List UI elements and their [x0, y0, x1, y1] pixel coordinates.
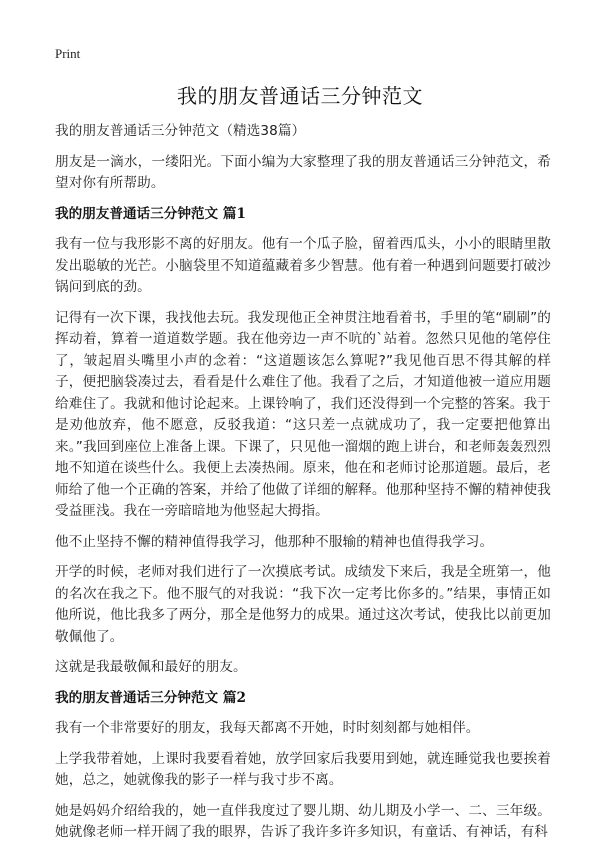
paragraph: 记得有一次下课，我找他去玩。我发现他正全神贯注地看着书，手里的笔“刷刷”的挥动着，算着一道道数学题。我在他旁边一声不吭的`站着。忽然只见他的笔停住了，皱起眉头嘴里小声的念着：“这道题该怎么算呢?”我见他百思不得其解的样子，便把脑袋凑过去，看看是什么难住了他。我看了之后，才知道他被一道应用题给难住了。我就和他讨论起来。上课铃响了，我们还没得到一个完整的答案。我于是劝他放弃，他不愿意，反驳我道：“这只差一点就成功了，我一定要把他算出来。”我回到座位上准备上课。下课了，只见他一溜烟的跑上讲台，和老师轰轰烈烈地不知道在谈些什么。我便上去凑热闹。原来，他在和老师讨论那道题。最后，老师给了他一个正确的答案，并给了他做了详细的解释。他那种坚持不懈的精神使我受益匪浅。我在一旁暗暗地为他竖起大拇指。 [55, 309, 551, 519]
paragraph: 他不止坚持不懈的精神值得我学习，他那种不服输的精神也值得我学习。 [55, 533, 494, 550]
print-label: Print [55, 46, 81, 61]
section-2 [55, 688, 551, 844]
document-subtitle: 我的朋友普通话三分钟范文（精选38篇） [55, 123, 306, 139]
page-title: 我的朋友普通话三分钟范文 [177, 84, 423, 108]
paragraph: 上学我带着她，上课时我要看着她，放学回家后我要用到她，就连睡觉我也要挨着她，总之，她就像我的影子一样与我寸步不离。 [55, 750, 551, 788]
section-heading: 我的朋友普通话三分钟范文 篇1 [55, 205, 246, 222]
paragraph: 我有一个非常要好的朋友，我每天都离不开她，时时刻刻都与她相伴。 [55, 720, 480, 736]
paragraph: 她是妈妈介绍给我的，她一直伴我度过了婴儿期、幼儿期及小学一、二、三年级。她就像老师一样开阔了我的眼界，告诉了我许多许多知识，有童话、有神话，有科 [55, 802, 551, 840]
document-body [55, 121, 551, 853]
section-heading: 我的朋友普通话三分钟范文 篇2 [55, 689, 246, 706]
paragraph: 开学的时候，老师对我们进行了一次摸底考试。成绩发下来后，我是全班第一，他的名次在我之下。他不服气的对我说：“我下次一定考比你多的。”结果，事情正如他所说，他比我多了两分，那全是他努力的成果。通过这次考试，使我比以前更加敬佩他了。 [55, 564, 551, 645]
intro-paragraph: 朋友是一滴水，一缕阳光。下面小编为大家整理了我的朋友普通话三分钟范文，希望对你有所帮助。 [55, 153, 551, 191]
paragraph: 这就是我最敬佩和最好的朋友。 [55, 659, 247, 675]
section-1 [55, 204, 551, 679]
paragraph: 我有一位与我形影不离的好朋友。他有一个瓜子脸，留着西瓜头，小小的眼睛里散发出聪敏的光芒。小脑袋里不知道蕴藏着多少智慧。他有着一种遇到问题要打破沙锅问到底的劲。 [55, 236, 551, 295]
